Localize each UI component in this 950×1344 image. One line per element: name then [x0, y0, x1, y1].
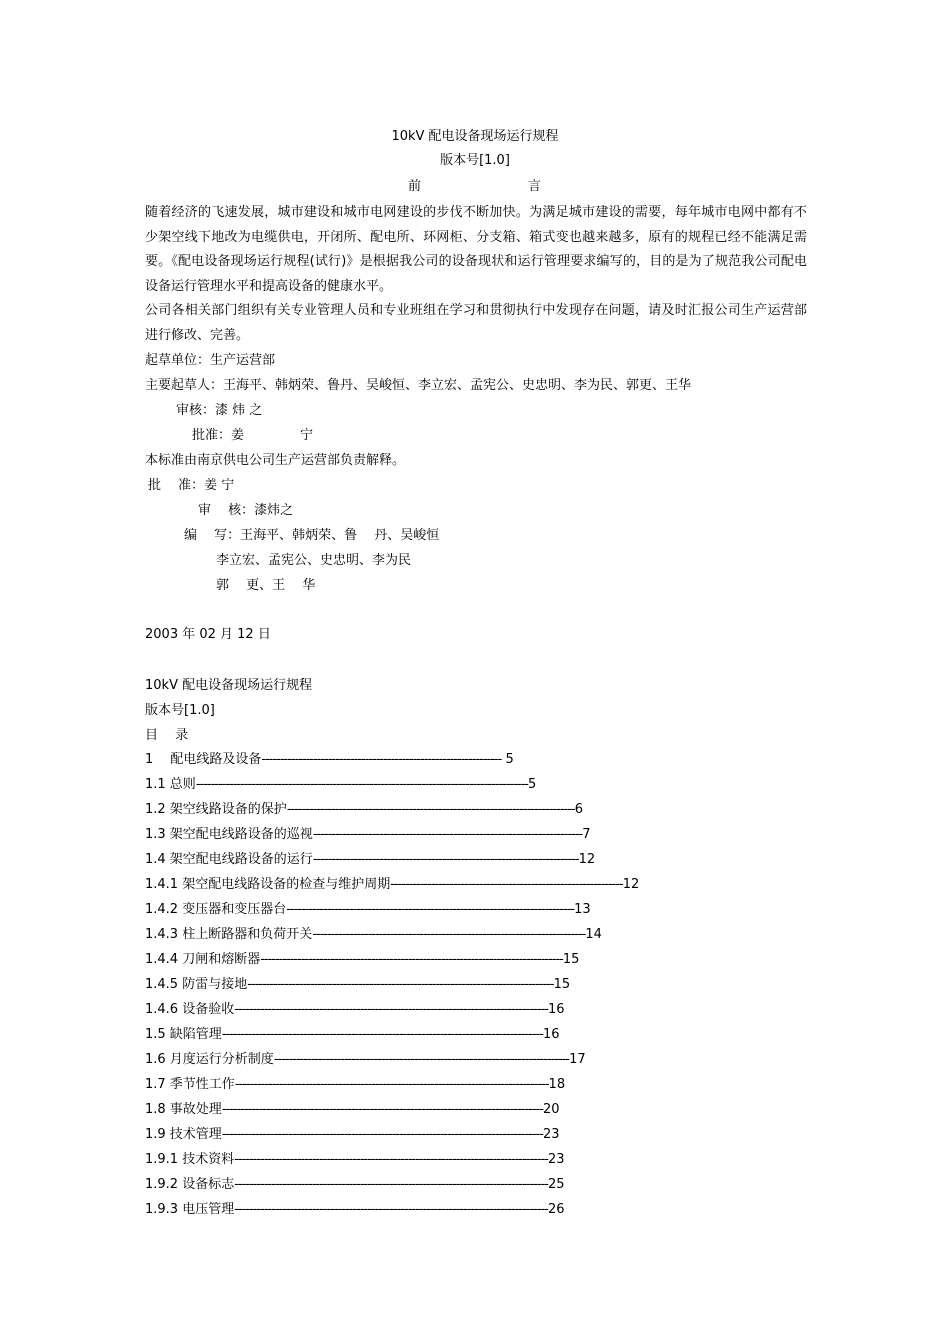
document-title: 10kV 配电设备现场运行规程	[391, 129, 559, 144]
toc-entry-leader: ---------------------------------------------------------------------------------------	[221, 1102, 543, 1117]
toc-entry-leader: ------------------------------------------------------------------------------	[286, 902, 575, 917]
toc-entry-page: 16	[542, 1027, 560, 1042]
toc-entry[interactable]	[145, 976, 570, 994]
toc-entry-leader: -------------------------------------------------------------------------------------	[234, 1077, 549, 1092]
toc-entry[interactable]	[145, 1101, 559, 1119]
toc-entry-page: 7	[582, 827, 591, 842]
toc-entry-label: 1.4.2 变压器和变压器台	[145, 902, 287, 917]
toc-entry-leader: -------------------------------------------------------------------------------------	[234, 1202, 548, 1217]
toc-document-title: 10kV 配电设备现场运行规程	[145, 678, 313, 693]
toc-entry-page: 26	[547, 1202, 565, 1217]
toc-entry[interactable]	[145, 876, 639, 894]
toc-entry-label: 1.8 事故处理	[145, 1102, 222, 1117]
toc-entry[interactable]	[145, 1126, 559, 1144]
toc-entry-label: 1.2 架空线路设备的保护	[145, 802, 287, 817]
toc-entry-leader: -------------------------------------------------------------------------	[312, 827, 583, 842]
reviewer: 审核：漆 炜 之	[176, 403, 263, 418]
toc-entry[interactable]	[145, 826, 591, 844]
signature-approve: 批 准：姜 宁	[148, 478, 235, 493]
toc-entry-label: 1.4.1 架空配电线路设备的检查与维护周期	[145, 877, 391, 892]
toc-entry-leader: --------------------------------------------------------------------------------	[273, 1052, 570, 1067]
toc-entry-page: 23	[547, 1152, 565, 1167]
toc-entry-label: 1.9 技术管理	[145, 1127, 222, 1142]
signature-review: 审 核：漆炜之	[198, 503, 294, 518]
toc-entry-leader: ---------------------------------------------------------------------------------------	[221, 1127, 543, 1142]
toc-entry[interactable]	[145, 901, 591, 919]
toc-version-number: 版本号[1.0]	[145, 703, 215, 718]
preface-paragraph-1: 随着经济的飞速发展，城市建设和城市电网建设的步伐不断加快。为满足城市建设的需要，每年城市电网中都有不少架空线下地改为电缆供电，开闭所、配电所、环网柜、分支箱、箱式变也越来越多，原有的规程已经不能满足需要。《配电设备现场运行规程(试行)》是根据我公司的设备现状和运行管理要求编写的，目的是为了规范我公司配电设备运行管理水平和提高设备的健康水平。	[145, 205, 807, 294]
toc-entry-page: 25	[547, 1177, 565, 1192]
toc-entry-page: 5	[501, 752, 514, 767]
toc-entry[interactable]	[145, 1201, 565, 1219]
toc-entry-label: 1.9.2 设备标志	[145, 1177, 235, 1192]
approver-name: 宁	[300, 428, 314, 443]
toc-entry-leader: ------------------------------------------------------------------------------	[286, 802, 575, 817]
toc-entry[interactable]	[145, 776, 536, 794]
document-date: 2003 年 02 月 12 日	[145, 627, 271, 642]
toc-entry-label: 1.6 月度运行分析制度	[145, 1052, 274, 1067]
toc-heading: 目 录	[145, 728, 189, 743]
toc-entry[interactable]	[145, 1001, 565, 1019]
toc-entry-leader: -------------------------------------------------------------------------------------	[234, 1177, 548, 1192]
toc-entry[interactable]	[145, 851, 595, 869]
toc-entry-label: 1.3 架空配电线路设备的巡视	[145, 827, 313, 842]
toc-entry-label: 1.4 架空配电线路设备的运行	[145, 852, 313, 867]
toc-entry-label: 1.9.1 技术资料	[145, 1152, 235, 1167]
toc-entry-leader: -------------------------------------------------------------------------------------	[234, 1002, 548, 1017]
toc-entry-label: 1.4.3 柱上断路器和负荷开关	[145, 927, 313, 942]
toc-entry-label: 1.4.4 刀闸和熔断器	[145, 952, 261, 967]
signature-write: 编 写：王海平、韩炳荣、鲁 丹、吴峻恒	[184, 528, 440, 543]
toc-entry-label: 1.4.5 防雷与接地	[145, 977, 248, 992]
toc-entry-page: 23	[542, 1127, 560, 1142]
toc-entry[interactable]	[145, 751, 514, 769]
toc-entry-leader: ------------------------------------------------------------------------	[312, 852, 579, 867]
toc-entry[interactable]	[145, 926, 602, 944]
toc-entry-label: 1.7 季节性工作	[145, 1077, 235, 1092]
version-number: 版本号[1.0]	[440, 153, 510, 168]
toc-entry[interactable]	[145, 1151, 565, 1169]
toc-entry-leader: --------------------------------------------------------------------------	[312, 927, 586, 942]
signature-write-line-2: 李立宏、孟宪公、史忠明、李为民	[216, 553, 412, 568]
toc-entry[interactable]	[145, 1076, 565, 1094]
toc-entry-leader: -----------------------------------------------------------------	[261, 752, 502, 767]
toc-entry-page: 15	[562, 952, 580, 967]
toc-entry[interactable]	[145, 951, 579, 969]
interpretation-note: 本标准由南京供电公司生产运营部负责解释。	[145, 453, 406, 468]
toc-entry-page: 6	[574, 802, 583, 817]
toc-entry-label: 1.4.6 设备验收	[145, 1002, 235, 1017]
preface-heading-char-1: 前	[408, 179, 422, 194]
toc-entry-label: 1 配电线路及设备	[145, 752, 262, 767]
toc-entry-label: 1.1 总则	[145, 777, 196, 792]
toc-entry-page: 12	[622, 877, 640, 892]
toc-entry-page: 5	[528, 777, 537, 792]
toc-entry-page: 13	[574, 902, 591, 917]
toc-entry-leader: ---------------------------------------------------------------	[390, 877, 623, 892]
toc-entry-page: 14	[585, 927, 602, 942]
toc-entry-leader: ---------------------------------------------------------------------------------------	[221, 1027, 543, 1042]
toc-entry-leader: -------------------------------------------------------------------------------------	[234, 1152, 548, 1167]
toc-entry[interactable]	[145, 1176, 565, 1194]
toc-entry-leader: -----------------------------------------------------------------------------------	[247, 977, 554, 992]
preface-heading-char-2: 言	[528, 179, 542, 194]
toc-entry[interactable]	[145, 1051, 586, 1069]
toc-entry-page: 15	[553, 977, 571, 992]
approver-label: 批准：姜	[192, 428, 245, 443]
toc-entry[interactable]	[145, 801, 583, 819]
main-drafters: 主要起草人：王海平、韩炳荣、鲁丹、吴峻恒、李立宏、孟宪公、史忠明、李为民、郭更、王华	[145, 378, 692, 393]
toc-entry-page: 20	[542, 1102, 560, 1117]
toc-entry-leader: ----------------------------------------------------------------------------------	[260, 952, 563, 967]
toc-entry-label: 1.5 缺陷管理	[145, 1027, 222, 1042]
signature-write-line-3: 郭 更、王 华	[216, 578, 316, 593]
toc-entry-label: 1.9.3 电压管理	[145, 1202, 235, 1217]
preface-paragraph-2: 公司各相关部门组织有关专业管理人员和专业班组在学习和贯彻执行中发现存在问题，请及时汇报公司生产运营部进行修改、完善。	[145, 303, 807, 343]
toc-entry[interactable]	[145, 1026, 559, 1044]
toc-entry-page: 18	[548, 1077, 566, 1092]
toc-entry-page: 17	[569, 1052, 586, 1067]
toc-entry-leader: ------------------------------------------------------------------------------------------	[195, 777, 528, 792]
toc-entry-page: 16	[547, 1002, 565, 1017]
toc-entry-page: 12	[578, 852, 596, 867]
drafting-unit: 起草单位：生产运营部	[145, 353, 276, 368]
